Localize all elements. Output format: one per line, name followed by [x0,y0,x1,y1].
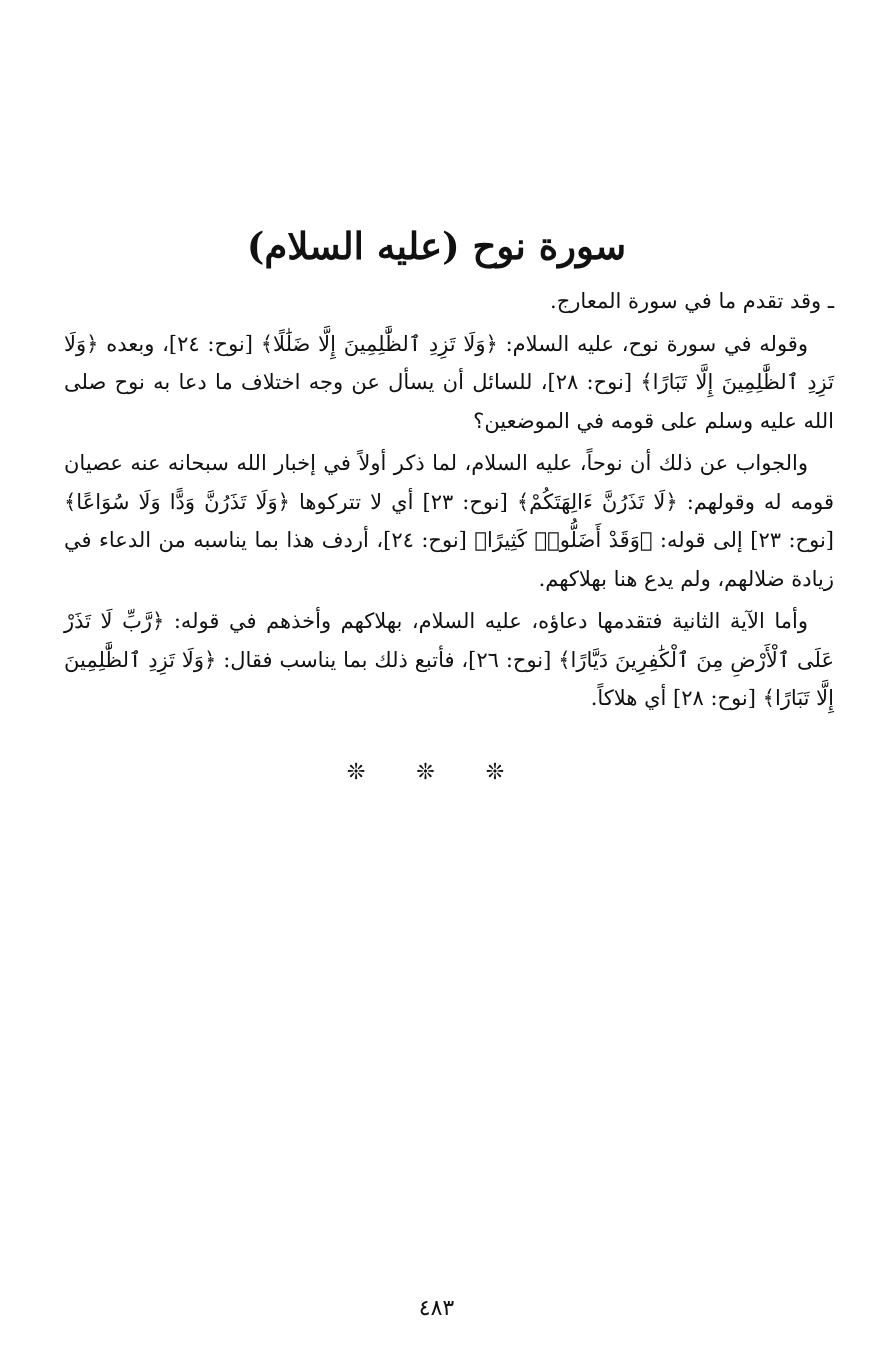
paragraph-intro: ـ وقد تقدم ما في سورة المعارج. [550,289,834,313]
paragraph-answer: والجواب عن ذلك أن نوحاً، عليه السلام، لما ذكر أولاً في إخبار الله سبحانه عنه عصيان قومه له وقولهم: ﴿لَا تَذَرُنَّ ءَالِهَتَكُمْ﴾ [نوح: ٢٣] أي لا تتركوها ﴿وَلَا تَذَرُنَّ وَدًّا وَلَا سُوَاعًا﴾ [نوح: ٢٣] إلى قوله: ﴿وَقَدْ أَضَلُّوا۟ كَثِيرًا﴾ [نوح: ٢٤]، أردف هذا بما يناسبه من الدعاء في زيادة ضلالهم، ولم يدع هنا بهلاكهم. [64,451,834,591]
chapter-title: سورة نوح (عليه السلام) [246,223,627,268]
page-number: ٤٨٣ [418,1296,455,1321]
body-text [64,282,834,722]
section-separator: ❊ ❊ ❊ [346,760,527,785]
paragraph-question: وقوله في سورة نوح، عليه السلام: ﴿وَلَا تَزِدِ ٱلظَّٰلِمِينَ إِلَّا ضَلَٰلًا﴾ [نوح: ٢٤]، وبعده ﴿وَلَا تَزِدِ ٱلظَّٰلِمِينَ إِلَّا تَبَارًا﴾ [نوح: ٢٨]، للسائل أن يسأل عن وجه اختلاف ما دعا به نوح صلى الله عليه وسلم على قومه في الموضعين؟ [64,331,834,433]
paragraph-second-verse: وأما الآية الثانية فتقدمها دعاؤه، عليه السلام، بهلاكهم وأخذهم في قوله: ﴿رَّبِّ لَا تَذَرْ عَلَى ٱلْأَرْضِ مِنَ ٱلْكَٰفِرِينَ دَيَّارًا﴾ [نوح: ٢٦]، فأتبع ذلك بما يناسب فقال: ﴿وَلَا تَزِدِ ٱلظَّٰلِمِينَ إِلَّا تَبَارًا﴾ [نوح: ٢٨] أي هلاكاً. [64,609,834,710]
